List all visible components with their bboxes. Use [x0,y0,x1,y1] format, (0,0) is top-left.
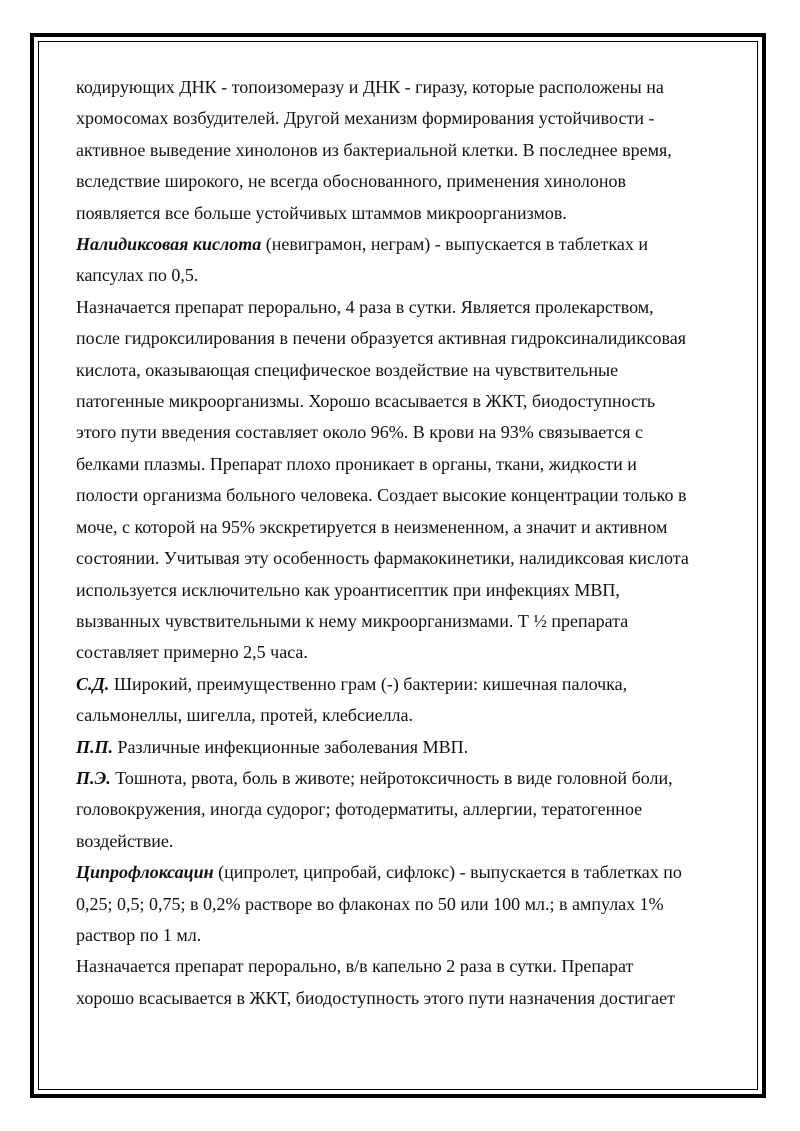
text-line: полости организма больного человека. Создает высокие концентрации только в [76,485,687,506]
paragraph-nalidixic-acid [76,229,726,292]
paragraph-intro [76,72,726,229]
term-ciprofloxacin: Ципрофлоксацин [76,862,214,883]
paragraph-indications [76,732,726,763]
text-line: Назначается препарат перорально, в/в капельно 2 раза в сутки. Препарат [76,956,634,977]
text-line: головокружения, иногда судорог; фотодерматиты, аллергии, тератогенное [76,799,643,820]
text-line: Назначается препарат перорально, 4 раза в сутки. Является пролекарством, [76,296,654,317]
text-line: кодирующих ДНК - топоизомеразу и ДНК - гиразу, которые расположены на [76,77,664,97]
text-line: Тошнота, рвота, боль в животе; нейротоксичность в виде головной боли, [110,767,673,788]
text-line: хромосомах возбудителей. Другой механизм формирования устойчивости - [76,108,655,129]
text-line: Широкий, преимущественно грам (-) бактерии: кишечная палочка, [109,673,628,694]
text-line: раствор по 1 мл. [76,924,202,945]
text-line: 0,25; 0,5; 0,75; в 0,2% растворе во флаконах по 50 или 100 мл.; в ампулах 1% [76,893,664,914]
text-line: воздействие. [76,830,174,851]
text-line: хорошо всасывается в ЖКТ, биодоступность этого пути назначения достигает [76,987,676,1008]
text-line: капсулах по 0,5. [76,265,199,286]
text-line: состоянии. Учитывая эту особенность фармакокинетики, налидиксовая кислота [76,548,689,569]
paragraph-nalidixic-pharmacology [76,292,726,669]
term-side-effects: П.Э. [76,767,111,788]
paragraph-ciprofloxacin [76,857,726,951]
paragraph-side-effects [76,763,726,857]
text-line: кислота, оказывающая специфическое воздействие на чувствительные [76,359,619,380]
text-line: появляется все больше устойчивых штаммов микроорганизмов. [76,202,567,223]
text-line: вследствие широкого, не всегда обоснованного, применения хинолонов [76,171,626,192]
text-line: сальмонеллы, шигелла, протей, клебсиелла. [76,705,414,726]
text-line: (невиграмон, неграм) - выпускается в таблетках и [261,234,648,255]
text-line: вызванных чувствительными к нему микроорганизмами. Т ½ препарата [76,610,629,631]
text-line: после гидроксилирования в печени образуется активная гидроксиналидиксовая [76,328,687,349]
text-line: составляет примерно 2,5 часа. [76,642,308,663]
text-line: (ципролет, ципробай, сифлокс) - выпускается в таблетках по [213,862,682,883]
text-line: используется исключительно как уроантисептик при инфекциях МВП, [76,579,620,600]
document-body [76,72,726,1014]
paragraph-ciprofloxacin-pharmacology [76,951,726,1014]
paragraph-spectrum [76,669,726,732]
text-line: Различные инфекционные заболевания МВП. [113,736,469,757]
term-indications: П.П. [76,736,114,757]
text-line: белками плазмы. Препарат плохо проникает в органы, ткани, жидкости и [76,453,637,474]
term-spectrum: С.Д. [76,673,110,694]
text-line: моче, с которой на 95% экскретируется в неизмененном, а значит и активном [76,516,668,537]
text-line: патогенные микроорганизмы. Хорошо всасывается в ЖКТ, биодоступность [76,391,656,412]
text-line: активное выведение хинолонов из бактериальной клетки. В последнее время, [76,139,672,160]
term-nalidixic-acid: Налидиксовая кислота [76,234,262,255]
text-line: этого пути введения составляет около 96%. В крови на 93% связывается с [76,422,644,443]
